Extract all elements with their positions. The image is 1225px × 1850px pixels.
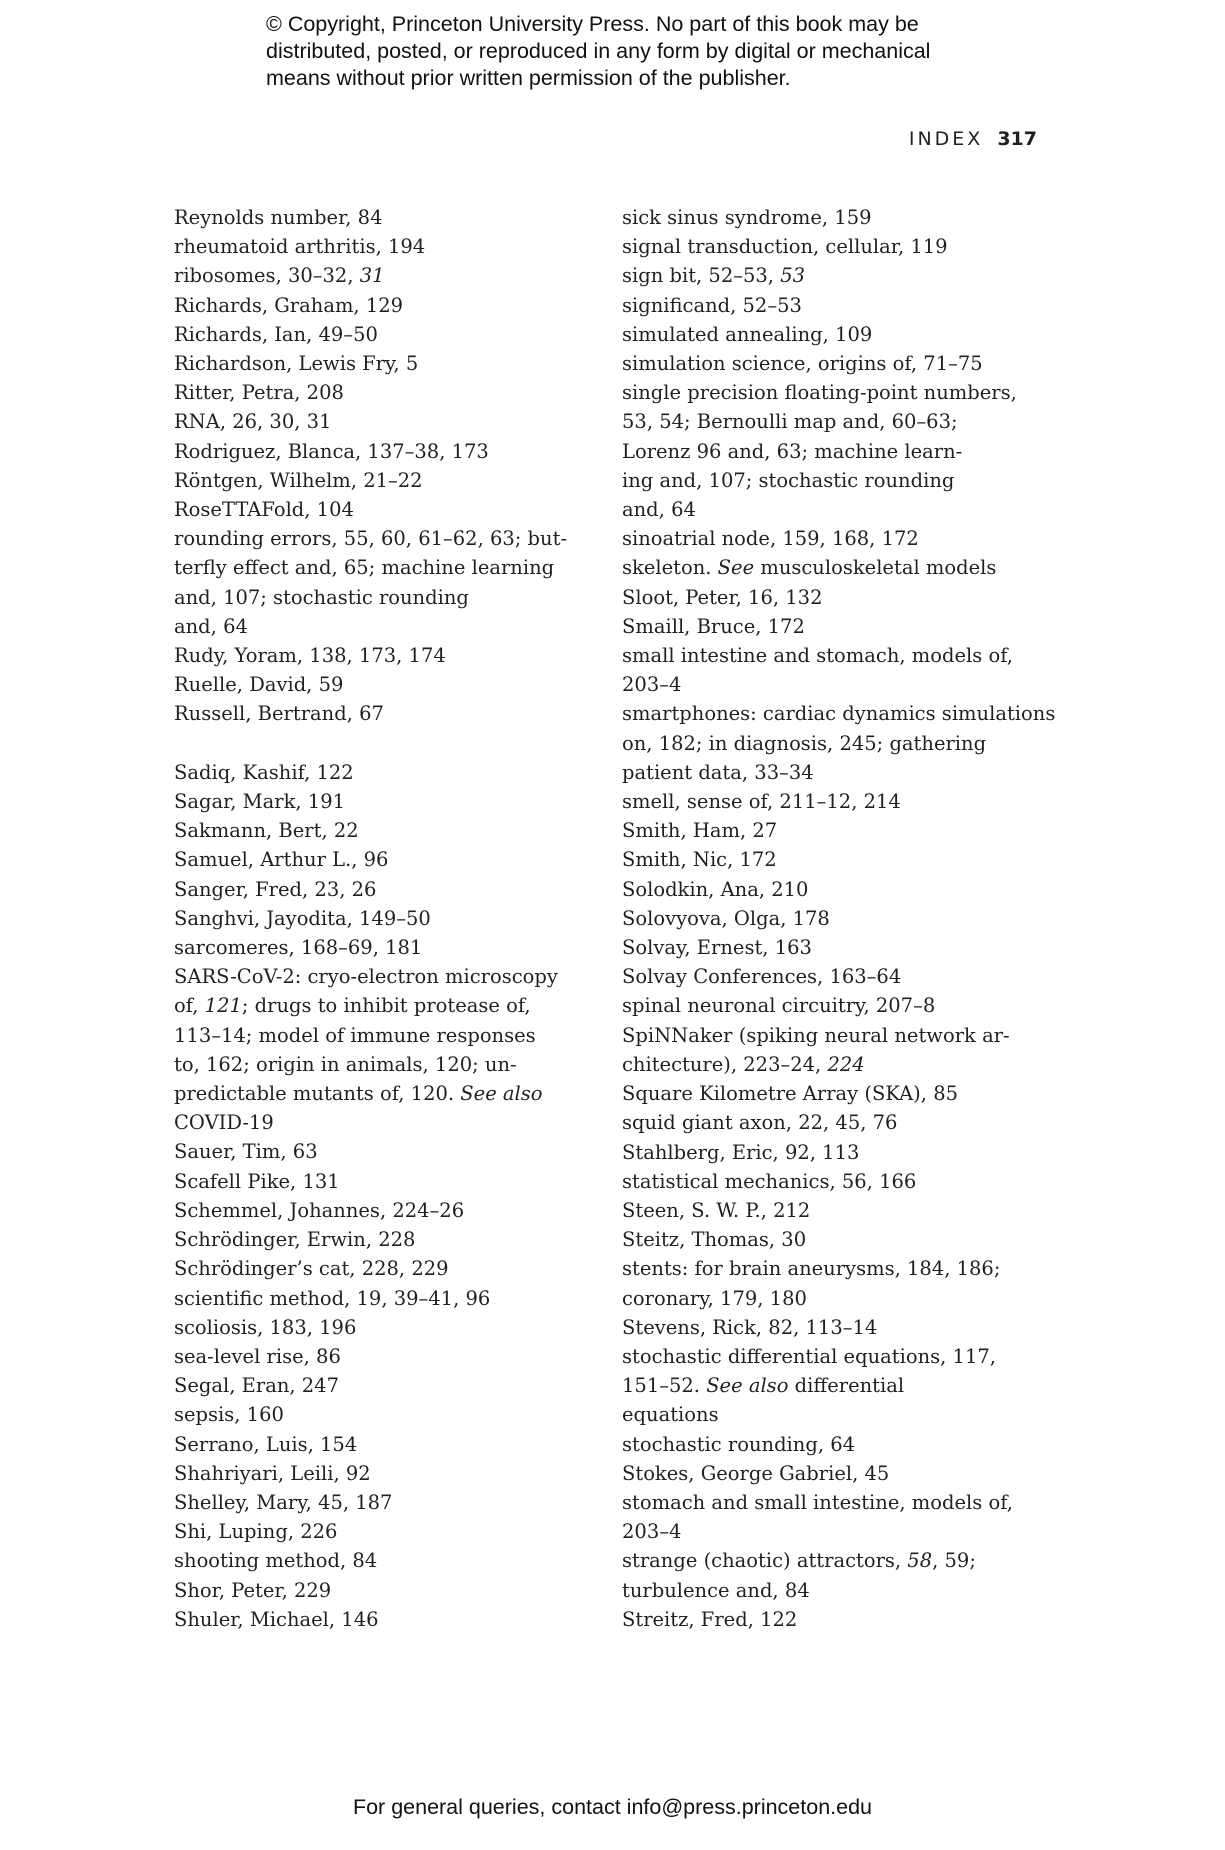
index-entry (174, 1137, 594, 1166)
index-entry (622, 261, 1052, 290)
footer-email-link[interactable]: info@press.princeton.edu (626, 1795, 873, 1819)
index-entry (174, 1342, 594, 1371)
index-entry-line: RoseTTAFold, 104 (174, 498, 354, 522)
index-entry (174, 641, 594, 670)
index-entry (174, 904, 594, 933)
index-entry-line: and, 107; stochastic rounding (174, 585, 469, 609)
index-entry (174, 291, 594, 320)
index-entry (622, 1342, 1052, 1430)
index-entry-line: patient data, 33–34 (622, 760, 814, 784)
index-column-left (174, 203, 594, 1634)
index-entry-line: and, 64 (622, 498, 696, 522)
index-entry (174, 933, 594, 962)
index-entry-line: rounding errors, 55, 60, 61–62, 63; but- (174, 527, 568, 551)
index-entry-line: Stahlberg, Eric, 92, 113 (622, 1140, 860, 1164)
italic-text: 53 (780, 264, 806, 288)
index-entry-line: Serrano, Luis, 154 (174, 1432, 358, 1456)
index-entry (174, 758, 594, 787)
index-entry-line: Schrödinger, Erwin, 228 (174, 1228, 416, 1252)
index-entry (174, 1400, 594, 1429)
footer-contact (0, 1795, 1225, 1820)
index-entry (174, 787, 594, 816)
index-entry-line: sepsis, 160 (174, 1403, 284, 1427)
index-entry-line: Ritter, Petra, 208 (174, 381, 344, 405)
index-entry (174, 1576, 594, 1605)
index-entry (174, 816, 594, 845)
index-entry (174, 437, 594, 466)
index-entry-line: stochastic differential equations, 117, (622, 1344, 996, 1368)
index-entry-line: Stevens, Rick, 82, 113–14 (622, 1315, 878, 1339)
index-entry (174, 378, 594, 407)
index-entry-line: coronary, 179, 180 (622, 1286, 807, 1310)
index-entry (622, 583, 1052, 612)
index-entry-line: skeleton. See musculoskeletal models (622, 556, 997, 580)
index-entry (622, 203, 1052, 232)
running-head (909, 128, 1037, 150)
index-entry (174, 1284, 594, 1313)
index-entry-line: stochastic rounding, 64 (622, 1432, 856, 1456)
index-entry-line: sarcomeres, 168–69, 181 (174, 936, 423, 960)
index-entry-line: Shelley, Mary, 45, 187 (174, 1490, 393, 1514)
index-entry-line: Schrödinger’s cat, 228, 229 (174, 1257, 449, 1281)
index-column-right (622, 203, 1056, 1634)
index-entry-line: small intestine and stomach, models of, (622, 644, 1013, 668)
copyright-line: © Copyright, Princeton University Press. No part of this book may be (266, 12, 919, 36)
index-entry-line: Stokes, George Gabriel, 45 (622, 1461, 890, 1485)
index-entry (622, 1254, 1052, 1312)
italic-text: 31 (359, 264, 385, 288)
index-entry-line: squid giant axon, 22, 45, 76 (622, 1111, 898, 1135)
index-entry-line: COVID-19 (174, 1111, 274, 1135)
index-entry-line: signal transduction, cellular, 119 (622, 235, 948, 259)
index-entry (622, 1138, 1052, 1167)
index-entry (174, 845, 594, 874)
index-entry-line: Ruelle, David, 59 (174, 673, 344, 697)
index-entry (622, 291, 1052, 320)
index-entry (174, 1459, 594, 1488)
index-entry (622, 349, 1052, 378)
index-entry (622, 1196, 1052, 1225)
index-entry (622, 378, 1052, 524)
index-entry-line: predictable mutants of, 120. See also (174, 1082, 543, 1106)
italic-text: 121 (204, 994, 242, 1018)
index-entry-line: Steen, S. W. P., 212 (622, 1198, 811, 1222)
index-entry (622, 1313, 1052, 1342)
index-entry (622, 320, 1052, 349)
index-entry (622, 232, 1052, 261)
index-entry (174, 1167, 594, 1196)
footer-prefix: For general queries, (352, 1795, 552, 1819)
copyright-notice (266, 11, 1026, 92)
index-entry-line: single precision floating-point numbers, (622, 381, 1017, 405)
index-entry-line: sinoatrial node, 159, 168, 172 (622, 527, 919, 551)
index-entry (174, 962, 594, 1137)
italic-text: 224 (827, 1052, 865, 1076)
index-entry (622, 991, 1052, 1020)
index-entry-line: Richardson, Lewis Fry, 5 (174, 352, 419, 376)
index-entry-line: Smith, Ham, 27 (622, 819, 778, 843)
index-entry (622, 1225, 1052, 1254)
index-entry-line: Richards, Ian, 49–50 (174, 322, 378, 346)
index-entry-line: simulation science, origins of, 71–75 (622, 352, 983, 376)
italic-text: See (717, 556, 755, 580)
index-entry-line: Solodkin, Ana, 210 (622, 877, 809, 901)
index-entry-line: Sloot, Peter, 16, 132 (622, 585, 823, 609)
index-entry-line: of, 121; drugs to inhibit protease of, (174, 994, 531, 1018)
index-entry-line: Shi, Luping, 226 (174, 1520, 338, 1544)
index-entry (174, 1488, 594, 1517)
index-entry (622, 845, 1052, 874)
index-entry-line: 151–52. See also differential (622, 1374, 905, 1398)
index-entry-line: Russell, Bertrand, 67 (174, 702, 384, 726)
index-entry-line: 203–4 (622, 1520, 682, 1544)
index-entry (174, 1254, 594, 1283)
index-entry-line: sick sinus syndrome, 159 (622, 206, 872, 229)
index-entry-line: Solvay, Ernest, 163 (622, 936, 812, 960)
italic-text: See also (460, 1082, 543, 1106)
index-entry-line: Streitz, Fred, 122 (622, 1607, 798, 1631)
index-entry-line: ribosomes, 30–32, 31 (174, 264, 385, 288)
index-entry-line: Shahriyari, Leili, 92 (174, 1461, 371, 1485)
index-entry (622, 524, 1052, 553)
index-entry-line: stomach and small intestine, models of, (622, 1490, 1013, 1514)
index-entry (622, 641, 1052, 699)
index-entry-line: and, 64 (174, 614, 248, 638)
index-entry-line: smartphones: cardiac dynamics simulations (622, 702, 1056, 726)
index-entry (174, 349, 594, 378)
running-head-label: INDEX (908, 128, 984, 150)
index-entry (622, 904, 1052, 933)
index-entry-line: Samuel, Arthur L., 96 (174, 848, 389, 872)
index-entry-line: Reynolds number, 84 (174, 206, 383, 229)
index-entry-line: Smaill, Bruce, 172 (622, 614, 805, 638)
index-entry-line: smell, sense of, 211–12, 214 (622, 790, 901, 814)
index-entry-line: Square Kilometre Array (SKA), 85 (622, 1082, 959, 1106)
index-entry-line: Sagar, Mark, 191 (174, 790, 346, 814)
index-entry-line: Smith, Nic, 172 (622, 848, 777, 872)
index-entry (622, 875, 1052, 904)
index-entry-line: 203–4 (622, 673, 682, 697)
index-entry (174, 407, 594, 436)
index-entry (622, 1079, 1052, 1108)
index-entry-line: Röntgen, Wilhelm, 21–22 (174, 468, 423, 492)
index-entry (174, 1546, 594, 1575)
index-entry-line: 53, 54; Bernoulli map and, 60–63; (622, 410, 958, 434)
copyright-line: distributed, posted, or reproduced in any form by digital or mechanical (266, 39, 931, 63)
index-entry (174, 203, 594, 232)
index-entry (622, 933, 1052, 962)
index-entry-line: Sakmann, Bert, 22 (174, 819, 359, 843)
index-entry (622, 1605, 1052, 1634)
footer-contact-label: contact (551, 1795, 621, 1819)
index-entry-line: Solovyova, Olga, 178 (622, 906, 830, 930)
index-entry-line: terfly effect and, 65; machine learning (174, 556, 555, 580)
index-entry-line: Richards, Graham, 129 (174, 293, 404, 317)
index-entry (622, 612, 1052, 641)
index-entry (174, 1196, 594, 1225)
index-entry (622, 699, 1056, 787)
index-entry (622, 962, 1052, 991)
index-entry (622, 553, 1052, 582)
index-entry-line: Rodriguez, Blanca, 137–38, 173 (174, 439, 489, 463)
index-entry (174, 1225, 594, 1254)
index-entry (622, 1167, 1052, 1196)
index-entry (622, 816, 1052, 845)
index-entry-line: spinal neuronal circuitry, 207–8 (622, 994, 936, 1018)
index-entry-line: sign bit, 52–53, 53 (622, 264, 806, 288)
index-entry-line: Shuler, Michael, 146 (174, 1607, 379, 1631)
index-entry-line: chitecture), 223–24, 224 (622, 1052, 865, 1076)
index-entry (622, 1108, 1052, 1137)
index-entry (174, 1313, 594, 1342)
index-entry (174, 524, 594, 641)
index-entry (622, 1488, 1052, 1546)
index-entry (622, 1546, 1052, 1604)
index-entry-line: simulated annealing, 109 (622, 322, 873, 346)
italic-text: 58 (907, 1549, 933, 1573)
index-entry (174, 875, 594, 904)
page-number: 317 (997, 128, 1037, 150)
index-entry-line: Sadiq, Kashif, 122 (174, 760, 354, 784)
index-entry-line: Sanghvi, Jayodita, 149–50 (174, 906, 431, 930)
index-entry-line: Sanger, Fred, 23, 26 (174, 877, 377, 901)
index-entry-line: shooting method, 84 (174, 1549, 378, 1573)
index-entry-line: 113–14; model of immune responses (174, 1023, 536, 1047)
index-entry (174, 1430, 594, 1459)
letter-section-gap (174, 729, 594, 758)
index-entry-line: Steitz, Thomas, 30 (622, 1228, 807, 1252)
index-entry (622, 1430, 1052, 1459)
index-entry (174, 232, 594, 261)
index-entry-line: statistical mechanics, 56, 166 (622, 1169, 917, 1193)
index-entry (174, 495, 594, 524)
index-entry (174, 670, 594, 699)
index-entry (622, 787, 1052, 816)
index-entry-line: to, 162; origin in animals, 120; un- (174, 1052, 517, 1076)
index-entry-line: SARS-CoV-2: cryo-electron microscopy (174, 965, 558, 989)
index-entry-line: on, 182; in diagnosis, 245; gathering (622, 731, 987, 755)
index-entry-line: Lorenz 96 and, 63; machine learn- (622, 439, 963, 463)
index-entry (174, 320, 594, 349)
index-entry-line: significand, 52–53 (622, 293, 802, 317)
index-entry-line: Solvay Conferences, 163–64 (622, 965, 902, 989)
index-entry-line: scientific method, 19, 39–41, 96 (174, 1286, 491, 1310)
index-entry-line: turbulence and, 84 (622, 1578, 810, 1602)
index-entry-line: scoliosis, 183, 196 (174, 1315, 357, 1339)
index-entry-line: Shor, Peter, 229 (174, 1578, 332, 1602)
italic-text: See also (706, 1374, 789, 1398)
index-entry (174, 1605, 594, 1634)
index-entry-line: RNA, 26, 30, 31 (174, 410, 332, 434)
index-entry-line: strange (chaotic) attractors, 58, 59; (622, 1549, 976, 1573)
index-entry-line: SpiNNaker (spiking neural network ar- (622, 1023, 1010, 1047)
index-entry-line: ing and, 107; stochastic rounding (622, 468, 955, 492)
index-entry-line: stents: for brain aneurysms, 184, 186; (622, 1257, 1001, 1281)
index-entry-line: equations (622, 1403, 719, 1427)
index-entry (174, 699, 594, 728)
index-entry-line: rheumatoid arthritis, 194 (174, 235, 426, 259)
index-entry-line: sea-level rise, 86 (174, 1344, 341, 1368)
copyright-line: means without prior written permission of the publisher. (266, 66, 791, 90)
index-entry (174, 261, 594, 290)
index-entry-line: Sauer, Tim, 63 (174, 1140, 318, 1164)
index-entry-line: Rudy, Yoram, 138, 173, 174 (174, 644, 446, 668)
index-entry (174, 466, 594, 495)
index-entry (622, 1021, 1052, 1079)
index-entry (174, 1371, 594, 1400)
index-entry-line: Segal, Eran, 247 (174, 1374, 339, 1398)
index-entry-line: Scafell Pike, 131 (174, 1169, 340, 1193)
index-entry (622, 1459, 1052, 1488)
index-entry (174, 1517, 594, 1546)
index-entry-line: Schemmel, Johannes, 224–26 (174, 1198, 465, 1222)
